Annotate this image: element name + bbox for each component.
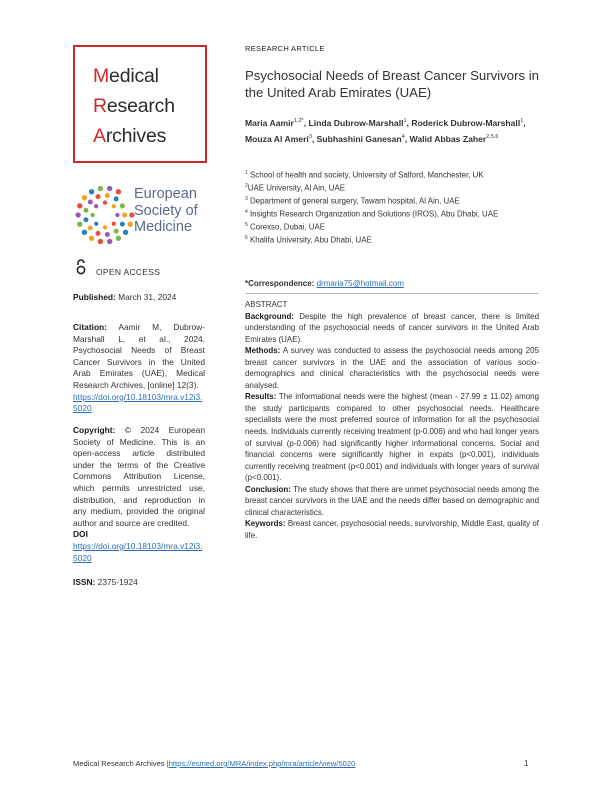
author: Linda Dubrow-Marshall$^1$, bbox=[308, 117, 412, 128]
society-logo-icon bbox=[74, 184, 136, 246]
copyright: Copyright: © 2024 European Society of Medicine. This is an open-access article distributed under the terms of the Creative Commons Attribution License, which permits unrestricted use, distribution, and reproduction in any medium, provided the original author and source are credited. DOI https://doi.org/10.18103/mra.v12i3.5020 bbox=[73, 425, 206, 563]
affiliation-item: $^5$ Corexso, Dubai, UAE bbox=[245, 222, 325, 232]
abstract-methods: Methods: A survey was conducted to assess the psychosocial needs among 205 breast cancer survivors in the UAE and the association of various socio-demographics and clinical characteristics with the psychosocial needs were analysed. bbox=[245, 346, 539, 390]
author: Mouza Al Ameri$^3$, bbox=[245, 133, 317, 144]
issn: ISSN: 2375-1924 bbox=[73, 577, 138, 587]
society-name: European Society of Medicine bbox=[134, 186, 198, 235]
journal-logo bbox=[73, 45, 207, 163]
abstract bbox=[245, 299, 539, 541]
journal-name-line: Medical bbox=[93, 65, 159, 87]
abstract-conclusion: Conclusion: The study shows that there are unmet psychosocial needs among the breast cancer survivors in the UAE and the needs differ based on demographic and clinical characteristics. bbox=[245, 484, 539, 517]
published-date: Published: March 31, 2024 bbox=[73, 292, 177, 302]
abstract-results: Results: The informational needs were the highest (mean - 27.99 ± 11.02) among the study participants compared to other psychosocial needs. Healthcare specialists were the most preferred source of information for all the psychosocial needs. Individuals currently receiving treatment (p-0.006) and who had longer years of survival (p-0.006) had significantly higher informational concerns. Social and financial concerns were significantly higher in expats (p<0.001), individuals currently receiving treatment (p<0.001) and individuals with longer years of survival (p<0.001). bbox=[245, 392, 540, 483]
journal-name-line: Archives bbox=[93, 125, 167, 147]
affiliation-item: $^1$ School of health and society, University of Salford, Manchester, UK bbox=[245, 170, 484, 180]
citation: Citation: Aamir M, Dubrow-Marshall L, et al., 2024. Psychosocial Needs of Breast Cancer Survivors in the United Arab Emirates (UAE), Medical Research Archives, [online] 12(3). https://doi.org/10.18103/mra.v12i3.5020 bbox=[73, 322, 205, 414]
footer-article-link[interactable]: https://esmed.org/MRA/index.php/mra/article/view/5020 bbox=[168, 759, 356, 768]
open-access-icon bbox=[76, 259, 86, 275]
author-list bbox=[245, 114, 539, 146]
abstract-background: Background: Despite the high prevalence of breast cancer, there is limited understanding of the psychosocial needs of cancer survivors in the United Arab Emirates (UAE). bbox=[245, 311, 539, 344]
footer: Medical Research Archives |https://esmed.org/MRA/index.php/mra/article/view/5020 bbox=[73, 759, 356, 768]
affiliation-list bbox=[245, 168, 539, 246]
citation-doi-link[interactable]: https://doi.org/10.18103/mra.v12i3.5020 bbox=[73, 391, 203, 414]
doi-link[interactable]: https://doi.org/10.18103/mra.v12i3.5020 bbox=[73, 540, 203, 563]
author: Walid Abbas Zaher$^{2,5,6}$ bbox=[409, 133, 499, 144]
divider bbox=[245, 293, 539, 294]
page-number: 1 bbox=[524, 759, 529, 768]
journal-name-line: Research bbox=[93, 95, 175, 117]
open-access-label: OPEN ACCESS bbox=[96, 267, 161, 277]
footer-journal: Medical Research Archives bbox=[73, 759, 165, 768]
abstract-heading: ABSTRACT bbox=[245, 300, 288, 309]
abstract-keywords: Keywords: Breast cancer, psychosocial needs, survivorship, Middle East, quality of life. bbox=[245, 519, 539, 540]
affiliation-item: $^2$UAE University, Al Ain, UAE bbox=[245, 183, 345, 193]
affiliation-item: $^4$ Insights Research Organization and Solutions (IROS), Abu Dhabi, UAE bbox=[245, 209, 499, 219]
article-type-label: RESEARCH ARTICLE bbox=[245, 44, 325, 53]
affiliation-item: $^6$ Khalifa University, Abu Dhabi, UAE bbox=[245, 235, 372, 245]
author: Roderick Dubrow-Marshall$^1$, bbox=[411, 117, 526, 128]
author: Maria Aamir$^{1,2*}$, bbox=[245, 117, 309, 128]
correspondence-email-link[interactable]: drmaria75@hotmail.com bbox=[316, 279, 404, 288]
article-title: Psychosocial Needs of Breast Cancer Survivors in the United Arab Emirates (UAE) bbox=[245, 68, 539, 100]
correspondence: *Correspondence: drmaria75@hotmail.com bbox=[245, 279, 404, 288]
affiliation-item: $^3$ Department of general surgery, Tawam hospital, Al Ain, UAE bbox=[245, 196, 460, 206]
author: Subhashini Ganesan$^4$, bbox=[316, 133, 410, 144]
